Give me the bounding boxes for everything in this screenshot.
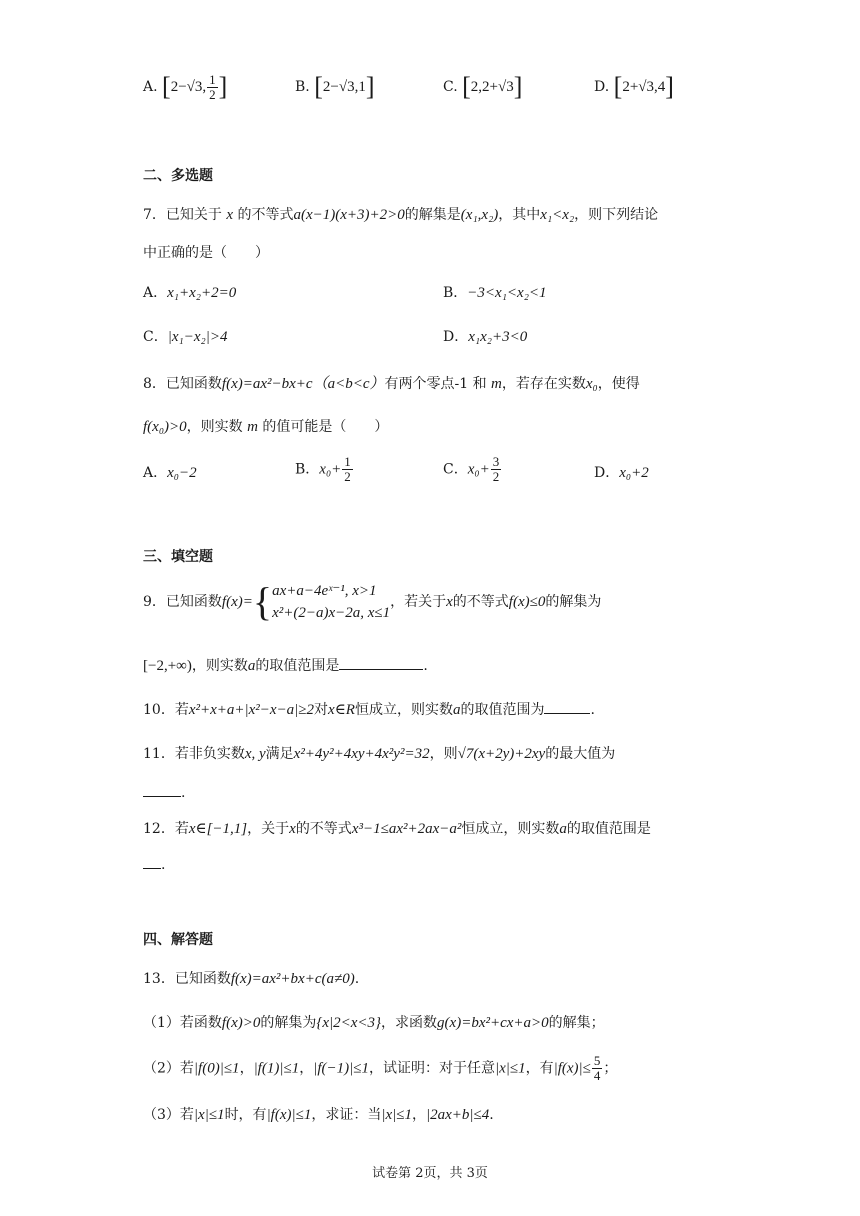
text: 的解集为	[545, 594, 602, 610]
interval-low: 2	[470, 79, 479, 95]
q9-stem-line2: [−2,+∞)，则实数a的取值范围是 .	[143, 658, 428, 674]
q6-option-a: A. [2−√3, $\frac{1}{2}$ ]	[143, 71, 228, 102]
answer-blank[interactable]	[339, 668, 423, 670]
q13-stem	[143, 968, 359, 988]
q13-part3: （3）若|x|≤1时，有|f(x)|≤1，求证：当|x|≤1，|2ax+b|≤4.	[143, 1107, 494, 1123]
text: ；	[603, 1060, 618, 1077]
text: 恒成立，则实数	[354, 702, 453, 718]
option-expr: x₀+	[319, 461, 342, 478]
q6-option-d: D. [2+√3,4]	[594, 72, 674, 101]
q8-option-a: A．x₀−2	[143, 465, 197, 481]
text: 的取值范围为	[460, 702, 545, 718]
inequality: f(x)≤0	[508, 594, 546, 610]
q8-option-d: D．x₀+2	[594, 465, 649, 481]
option-label: A.	[143, 79, 158, 95]
question-number: 7．	[143, 207, 166, 223]
text: ，则实数	[191, 658, 248, 674]
function-lhs: f(x)=	[221, 594, 253, 610]
result: |f(x)|≤	[553, 1060, 591, 1077]
condition: |f(1)|≤1	[253, 1060, 300, 1077]
q8-stem-line2	[143, 416, 388, 436]
part-label: （1）若函数	[143, 1015, 222, 1031]
domain: x∈R	[328, 702, 355, 718]
q7-stem-line2: 中正确的是（ ）	[143, 245, 269, 261]
case-1: ax+a−4eˣ⁻¹, x>1	[272, 583, 377, 599]
text: 对	[314, 702, 329, 718]
text: 满足	[265, 746, 294, 762]
text: .	[590, 702, 595, 718]
q8-stem	[143, 372, 640, 393]
section-heading-multi-choice: 二、多选题	[143, 168, 213, 184]
text: 有两个零点-1 和	[384, 376, 487, 392]
expression: √7(x+2y)+2xy	[457, 746, 546, 762]
page-footer: 试卷第 2页，共 3页	[372, 1166, 488, 1181]
question-number: 12．	[143, 821, 175, 837]
text: ，若关于	[390, 594, 447, 610]
domain: |x|≤1	[494, 1060, 526, 1077]
text: ，求函数	[381, 1015, 438, 1031]
q10-stem: 10．若x²+x+a+|x²−x−a|≥2对x∈R恒成立，则实数a的取值范围为 .	[143, 702, 595, 718]
fraction-five-quarters: $\frac{5}{4}$	[593, 1053, 601, 1083]
question-number: 8．	[143, 376, 166, 392]
text: 的解集；	[548, 1015, 605, 1031]
condition: |f(−1)|≤1	[313, 1060, 369, 1077]
domain: |x|≤1	[193, 1107, 225, 1123]
text: 已知函数	[174, 971, 231, 987]
option-expr: x₀+	[467, 461, 490, 478]
var-m: m	[247, 419, 258, 435]
q11-stem-line2	[143, 785, 185, 801]
interval-high: 2+√3	[482, 79, 514, 95]
q8-option-c: C．x₀+ $\frac{3}{2}$	[443, 454, 500, 484]
text: ，则实数	[186, 419, 243, 435]
condition: （a<b<c）	[312, 376, 385, 392]
condition: x²+4y²+4xy+4x²y²=32	[293, 746, 430, 762]
inequality: f(x₀)>0	[143, 419, 187, 435]
q12-stem: 12．若x∈[−1,1]，关于x的不等式x³−1≤ax²+2ax−a²恒成立，则实数a的取值范围是	[143, 821, 651, 837]
section-heading-fill-blank: 三、填空题	[143, 549, 213, 565]
bracket: [	[162, 72, 171, 101]
text: 已知函数	[165, 376, 222, 392]
inequality-g: g(x)=bx²+cx+a>0	[437, 1015, 549, 1031]
text: ，使得	[597, 376, 640, 392]
text: 的解集为	[260, 1015, 317, 1031]
q12-stem-line2	[143, 857, 165, 873]
section-heading-free-response: 四、解答题	[143, 932, 213, 948]
text: 已知关于	[165, 207, 222, 223]
interval-low: 2+√3	[622, 79, 655, 95]
piecewise-cases	[272, 580, 390, 624]
text: .	[354, 971, 360, 987]
inequality: x²+x+a+|x²−x−a|≥2	[188, 702, 315, 718]
function-def: f(x)=ax²+bx+c(a≠0)	[230, 971, 355, 987]
inequality: x³−1≤ax²+2ax−a²	[351, 821, 462, 837]
function-def: f(x)=ax²−bx+c	[221, 376, 313, 392]
option-expr: x₁+x₂+2=0	[167, 285, 237, 301]
text: 若	[174, 702, 189, 718]
variables: x, y	[244, 746, 266, 762]
text: 的取值范围是	[255, 658, 340, 674]
q7-stem	[143, 204, 658, 224]
solution-set: (x₁,x₂)	[460, 207, 499, 223]
q13-part2: （2）若|f(0)|≤1，|f(1)|≤1，|f(−1)|≤1，试证明：对于任意|x|≤1，有|f(x)|≤ $\frac{5}{4}$ ；	[143, 1053, 618, 1083]
result: |2ax+b|≤4	[426, 1107, 490, 1123]
fraction-half: $\frac{1}{2}$	[344, 454, 351, 484]
domain: |x|≤1	[381, 1107, 412, 1123]
var-x: x	[226, 207, 234, 223]
condition: |f(x)|≤1	[266, 1107, 312, 1123]
question-number: 11．	[143, 746, 175, 762]
condition: x₁<x₂	[540, 207, 575, 223]
q13-part1	[143, 1012, 605, 1032]
text: ，其中	[498, 207, 541, 223]
case-2: x²+(2−a)x−2a, x≤1	[272, 605, 391, 621]
fraction-half: $\frac{1}{2}$	[209, 71, 216, 102]
text: .	[181, 785, 186, 801]
q7-option-c: C．|x₁−x₂|>4	[143, 329, 228, 345]
answer-blank[interactable]	[544, 712, 590, 714]
text: ，有	[525, 1060, 554, 1077]
interval-high: 4	[657, 79, 666, 95]
inequality: a(x−1)(x+3)+2>0	[293, 207, 405, 223]
text: ，求证：当	[311, 1107, 382, 1123]
text: .	[161, 857, 166, 873]
var-m: m	[491, 376, 502, 392]
option-expr: x₀+2	[619, 465, 649, 481]
solution-set: {x|2<x<3}	[316, 1015, 382, 1031]
q7-option-a: A．x₁+x₂+2=0	[143, 285, 237, 301]
interval-low: 2−√3	[322, 79, 355, 95]
text: 的不等式	[237, 207, 294, 223]
inequality: f(x)>0	[221, 1015, 261, 1031]
option-label: C.	[443, 79, 458, 95]
interval-low: 2−√3	[170, 79, 203, 95]
brace-icon: {	[252, 579, 273, 624]
answer-blank[interactable]	[143, 795, 181, 797]
text: 已知函数	[165, 594, 222, 610]
solution-set: [−2,+∞)	[143, 658, 192, 674]
answer-blank[interactable]	[143, 867, 161, 869]
text: 的最大值为	[545, 746, 616, 762]
text: 的不等式	[295, 821, 352, 837]
q7-option-b: B．−3<x₁<x₂<1	[443, 285, 547, 301]
q6-option-c: C. [2,2+√3]	[443, 72, 523, 101]
option-expr: x₁x₂+3<0	[468, 329, 528, 345]
text: ，若存在实数	[501, 376, 586, 392]
interval-high: 1	[358, 79, 366, 95]
question-number: 9．	[143, 594, 166, 610]
q9-stem: 9．已知函数f(x)={ ax+a−4eˣ⁻¹, x>1 x²+(2−a)x−2a, x≤1 ，若关于x的不等式f(x)≤0的解集为	[143, 579, 602, 624]
q11-stem	[143, 743, 615, 763]
text: ，则	[429, 746, 458, 762]
text: 若非负实数	[174, 746, 245, 762]
option-label: B.	[295, 79, 310, 95]
text: 时，有	[224, 1107, 267, 1123]
q8-option-b: B．x₀+ $\frac{1}{2}$	[295, 454, 351, 484]
q6-option-b: B. [2−√3,1]	[295, 72, 375, 101]
question-number: 10．	[143, 702, 175, 718]
text: 的不等式	[452, 594, 509, 610]
question-number: 13．	[143, 971, 175, 987]
text: .	[423, 658, 428, 674]
text: 的取值范围是	[566, 821, 651, 837]
option-label: D.	[594, 79, 610, 95]
part-label: （2）若	[143, 1060, 194, 1077]
text: 恒成立，则实数	[461, 821, 560, 837]
q7-option-d: D．x₁x₂+3<0	[443, 329, 528, 345]
option-expr: |x₁−x₂|>4	[167, 329, 228, 345]
domain: x∈[−1,1]	[188, 821, 248, 837]
text: .	[489, 1107, 494, 1123]
text: ，则下列结论	[574, 207, 659, 223]
part-label: （3）若	[143, 1107, 194, 1123]
var-x0: x₀	[585, 376, 598, 392]
fraction-three-halves: $\frac{3}{2}$	[492, 454, 500, 484]
text: ，关于	[247, 821, 290, 837]
text: 的值可能是（ ）	[262, 419, 389, 435]
text: 的解集是	[404, 207, 461, 223]
text: ，试证明：对于任意	[368, 1060, 495, 1077]
text: 若	[174, 821, 189, 837]
option-expr: x₀−2	[167, 465, 197, 481]
option-expr: −3<x₁<x₂<1	[467, 285, 547, 301]
condition: |f(0)|≤1	[193, 1060, 240, 1077]
